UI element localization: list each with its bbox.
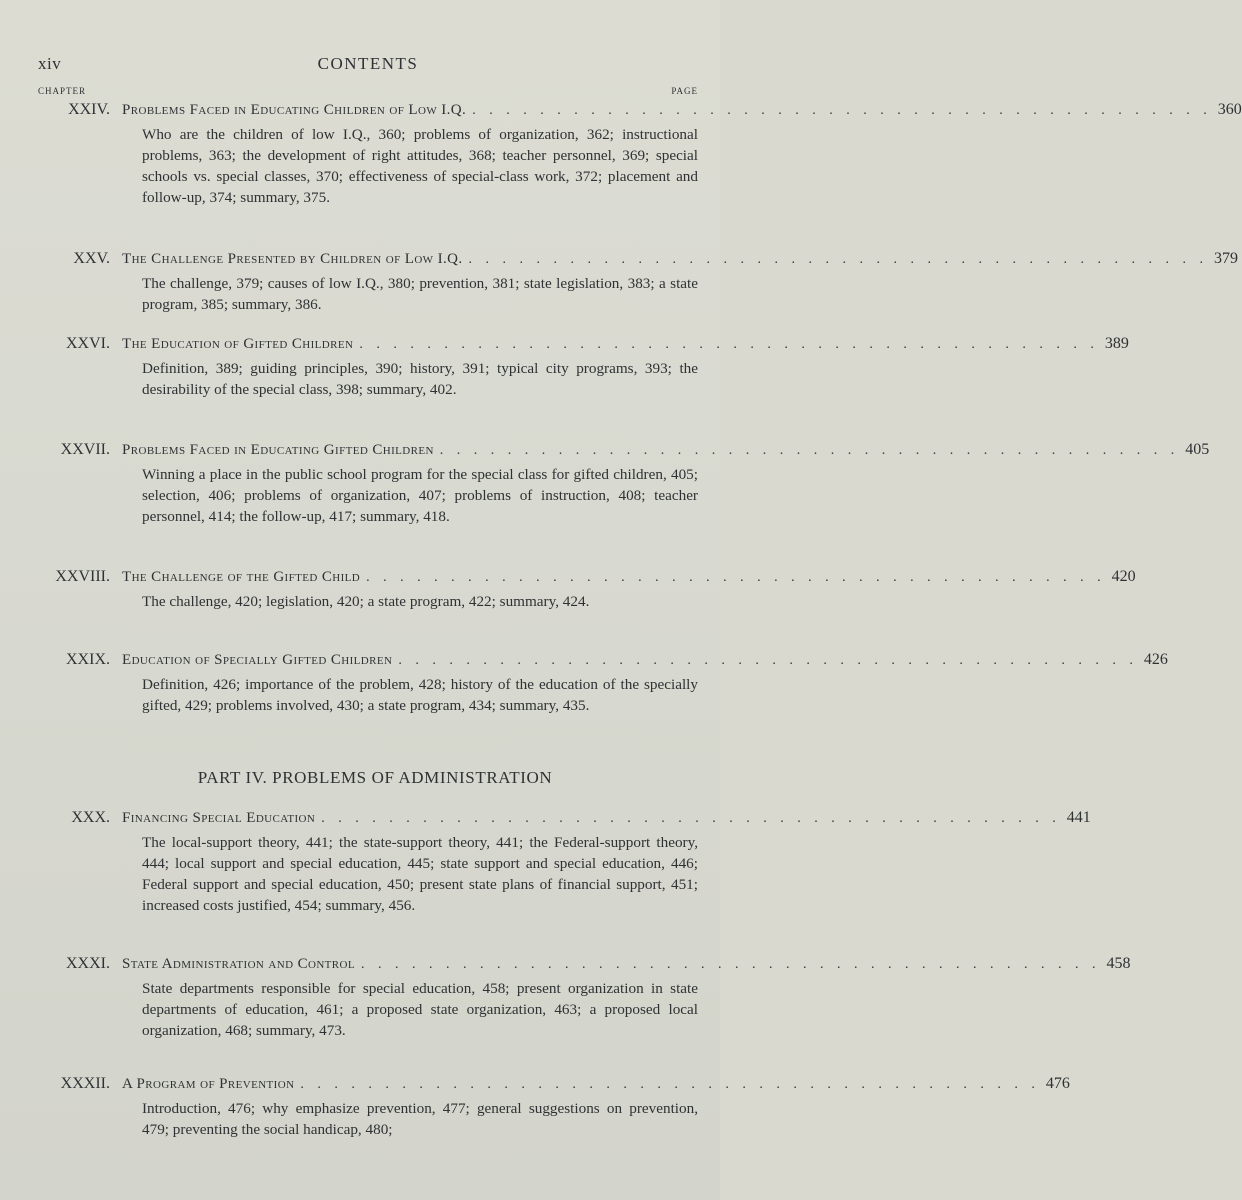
toc-entry-xxvi [0, 332, 1129, 400]
chapter-page: 458 [1106, 955, 1131, 972]
toc-entry-xxviii [0, 565, 1136, 612]
dot-leader: . . . . . . . . . . . . . . . . . . . . . . . . . . . . . . . . . . . . . . . . . . . . [366, 570, 1106, 585]
chapter-number: XXV. [73, 250, 110, 267]
chapter-page: 379 [1214, 250, 1239, 267]
toc-entry-xxiv [0, 98, 1242, 208]
chapter-number: XXXI. [66, 955, 110, 972]
chapter-summary: State departments responsible for special education, 458; present organization in state departments of education, 461; a proposed state organization, 463; a proposed local organization, 468; summary, 473. [142, 980, 698, 1039]
chapter-title: Financing Special Education [122, 810, 316, 826]
chapter-title: State Administration and Control [122, 956, 356, 972]
chapter-summary: The challenge, 379; causes of low I.Q., 380; prevention, 381; state legislation, 383; a state program, 385; summary, 386. [142, 275, 698, 313]
dot-leader: . . . . . . . . . . . . . . . . . . . . . . . . . . . . . . . . . . . . . . . . . . . . [468, 252, 1209, 267]
chapter-page: 441 [1066, 809, 1091, 826]
toc-entry-xxx [0, 806, 1091, 916]
chapter-summary: Introduction, 476; why emphasize prevention, 477; general suggestions on prevention, 479; preventing the social handicap, 480; [142, 1100, 698, 1138]
chapter-number: XXVIII. [55, 568, 110, 585]
dot-leader: . . . . . . . . . . . . . . . . . . . . . . . . . . . . . . . . . . . . . . . . . . . . [321, 811, 1061, 826]
chapter-number: XXVII. [60, 441, 110, 458]
chapter-number: XXIX. [66, 651, 110, 668]
chapter-summary: Who are the children of low I.Q., 360; problems of organization, 362; instructional problems, 363; the development of right attitudes, 368; teacher personnel, 369; special schools vs. special classes, 370; effectiveness of special-class work, 372; placement and follow-up, 374; summary, 375. [142, 126, 698, 206]
page-header [38, 54, 698, 80]
toc-entry-xxxii [0, 1072, 1070, 1140]
chapter-page: 420 [1111, 568, 1136, 585]
chapter-title: A Program of Prevention [122, 1076, 295, 1092]
chapter-number: XXX. [71, 809, 110, 826]
dot-leader: . . . . . . . . . . . . . . . . . . . . . . . . . . . . . . . . . . . . . . . . . . . . [472, 103, 1212, 118]
chapter-number: XXIV. [68, 101, 110, 118]
chapter-number: XXVI. [66, 335, 110, 352]
dot-leader: . . . . . . . . . . . . . . . . . . . . . . . . . . . . . . . . . . . . . . . . . . . . [439, 443, 1180, 458]
chapter-page: 476 [1045, 1075, 1070, 1092]
running-title: CONTENTS [317, 54, 419, 73]
chapter-summary: Winning a place in the public school program for the special class for gifted children, 405; selection, 406; problems of organization, 407; problems of instruction, 408; teacher personnel, 414; the follow-up, 417; summary, 418. [142, 466, 698, 525]
chapter-title: Problems Faced in Educating Gifted Children [122, 442, 434, 458]
chapter-summary: The local-support theory, 441; the state-support theory, 441; the Federal-support theory, 444; local support and special education, 445; state support and special education, 446; Federal support and special education, 450; present state plans of financial support, 451; increased costs justified, 454; summary, 456. [142, 834, 698, 914]
toc-entry-xxv [0, 247, 1239, 315]
toc-entry-xxvii [0, 438, 1210, 527]
chapter-title: The Education of Gifted Children [122, 336, 354, 352]
chapter-summary: Definition, 389; guiding principles, 390; history, 391; typical city programs, 393; the desirability of the special class, 398; summary, 402. [142, 360, 698, 398]
chapter-column-label: CHAPTER [38, 86, 87, 96]
toc-entry-xxxi [0, 952, 1131, 1041]
chapter-title: Education of Specially Gifted Children [122, 652, 393, 668]
chapter-page: 389 [1104, 335, 1129, 352]
toc-entry-xxix [0, 648, 1168, 716]
chapter-page: 360 [1217, 101, 1242, 118]
chapter-title: The Challenge Presented by Children of Low I.Q. [122, 251, 463, 267]
dot-leader: . . . . . . . . . . . . . . . . . . . . . . . . . . . . . . . . . . . . . . . . . . . . [359, 337, 1099, 352]
part-heading: PART IV. PROBLEMS OF ADMINISTRATION [197, 768, 553, 787]
chapter-number: XXXII. [60, 1075, 110, 1092]
chapter-title: Problems Faced in Educating Children of Low I.Q. [122, 102, 467, 118]
chapter-page: 426 [1143, 651, 1168, 668]
page-column-label: PAGE [671, 86, 698, 96]
chapter-title: The Challenge of the Gifted Child [122, 569, 361, 585]
dot-leader: . . . . . . . . . . . . . . . . . . . . . . . . . . . . . . . . . . . . . . . . . . . . [300, 1077, 1040, 1092]
chapter-summary: The challenge, 420; legislation, 420; a state program, 422; summary, 424. [142, 593, 590, 610]
chapter-page: 405 [1185, 441, 1210, 458]
dot-leader: . . . . . . . . . . . . . . . . . . . . . . . . . . . . . . . . . . . . . . . . . . . . [361, 957, 1101, 972]
page-folio: xiv [38, 54, 62, 73]
chapter-summary: Definition, 426; importance of the problem, 428; history of the education of the specially gifted, 429; problems involved, 430; a state program, 434; summary, 435. [142, 676, 698, 714]
dot-leader: . . . . . . . . . . . . . . . . . . . . . . . . . . . . . . . . . . . . . . . . . . . . [398, 653, 1138, 668]
